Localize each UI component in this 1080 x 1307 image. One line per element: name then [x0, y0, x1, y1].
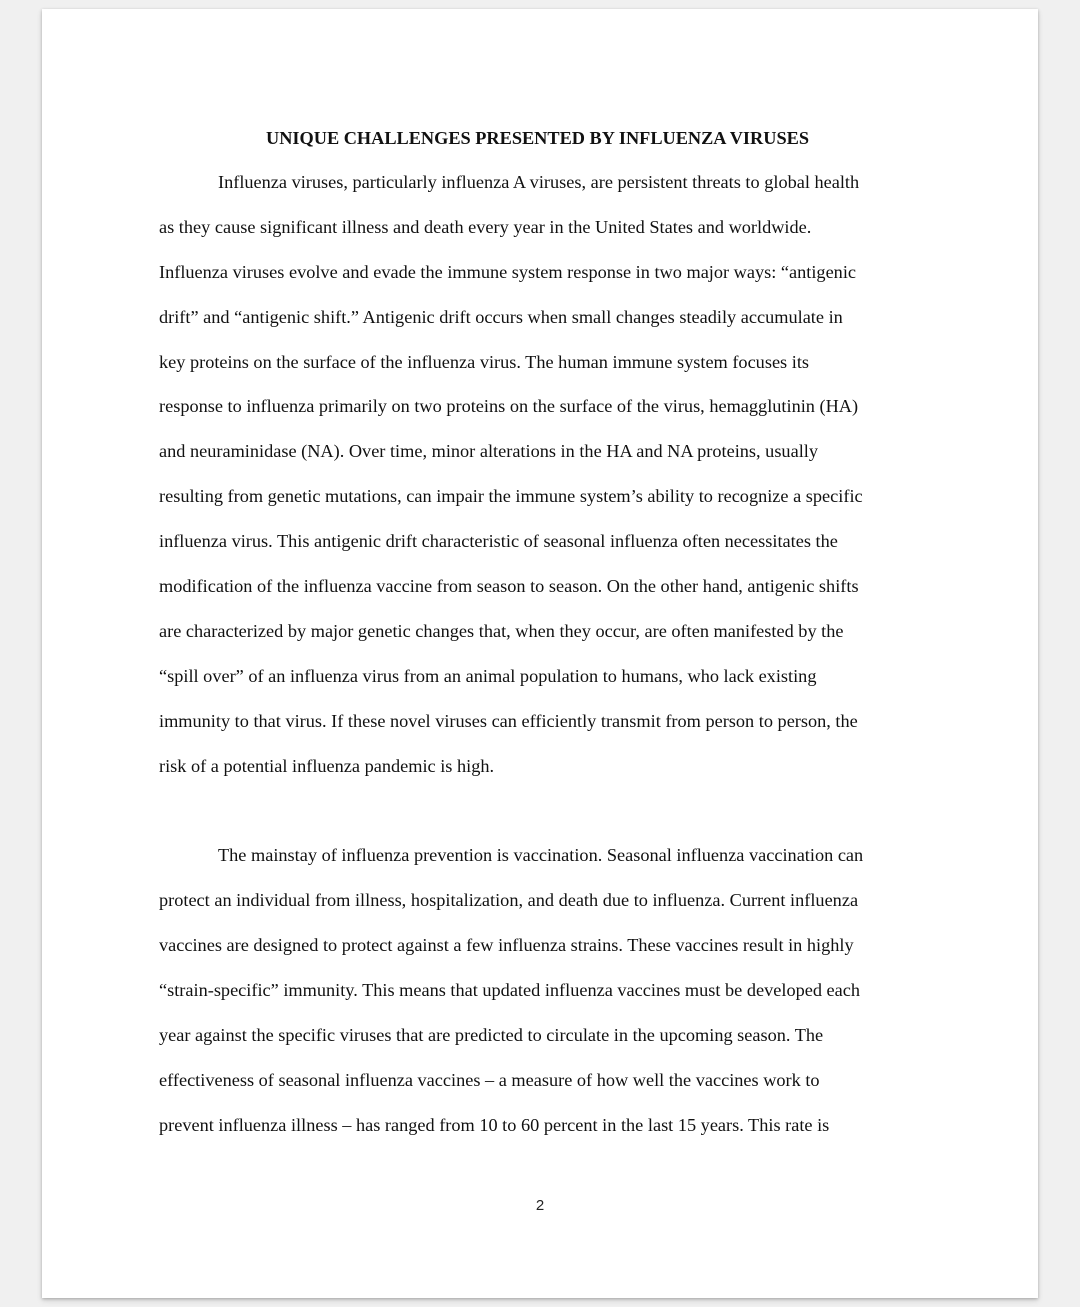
text-line: influenza virus. This antigenic drift characteristic of seasonal influenza often necessitates the — [159, 531, 838, 552]
page-content — [159, 124, 916, 1157]
text-line: “strain-specific” immunity. This means that updated influenza vaccines must be developed each — [159, 980, 861, 1001]
text-line: The mainstay of influenza prevention is vaccination. Seasonal influenza vaccination can — [218, 845, 864, 866]
document-page — [42, 9, 1038, 1298]
paragraph-spacer — [159, 797, 916, 842]
text-line: modification of the influenza vaccine from season to season. On the other hand, antigenic shifts — [159, 576, 859, 597]
text-line: Influenza viruses, particularly influenza A viruses, are persistent threats to global health — [218, 172, 860, 192]
page-number: 2 — [535, 1197, 545, 1214]
text-line: drift” and “antigenic shift.” Antigenic drift occurs when small changes steadily accumulate in — [159, 306, 843, 327]
document-title: UNIQUE CHALLENGES PRESENTED BY INFLUENZA VIRUSES — [266, 128, 809, 148]
text-line: year against the specific viruses that are predicted to circulate in the upcoming season. The — [159, 1024, 824, 1045]
paragraph-2 — [159, 842, 916, 1156]
text-line: and neuraminidase (NA). Over time, minor alterations in the HA and NA proteins, usually — [159, 441, 818, 462]
text-line: immunity to that virus. If these novel viruses can efficiently transmit from person to person, the — [159, 710, 858, 731]
text-line: are characterized by major genetic changes that, when they occur, are often manifested by the — [159, 620, 844, 641]
paragraph-1 — [159, 169, 916, 797]
text-line: key proteins on the surface of the influenza virus. The human immune system focuses its — [159, 351, 810, 372]
text-line: effectiveness of seasonal influenza vaccines – a measure of how well the vaccines work to — [159, 1069, 820, 1090]
text-line: protect an individual from illness, hospitalization, and death due to influenza. Current influenza — [159, 890, 859, 911]
text-line: risk of a potential influenza pandemic is high. — [159, 755, 495, 776]
text-line: “spill over” of an influenza virus from an animal population to humans, who lack existing — [159, 665, 817, 686]
text-line: prevent influenza illness – has ranged from 10 to 60 percent in the last 15 years. This rate is — [159, 1114, 830, 1135]
text-line: resulting from genetic mutations, can impair the immune system’s ability to recognize a specific — [159, 486, 863, 507]
text-line: response to influenza primarily on two proteins on the surface of the virus, hemagglutinin (HA) — [159, 396, 859, 417]
text-line: as they cause significant illness and death every year in the United States and worldwide. — [159, 216, 812, 237]
text-line: vaccines are designed to protect against a few influenza strains. These vaccines result in highly — [159, 935, 854, 956]
text-line: Influenza viruses evolve and evade the immune system response in two major ways: “antigenic — [159, 261, 857, 282]
